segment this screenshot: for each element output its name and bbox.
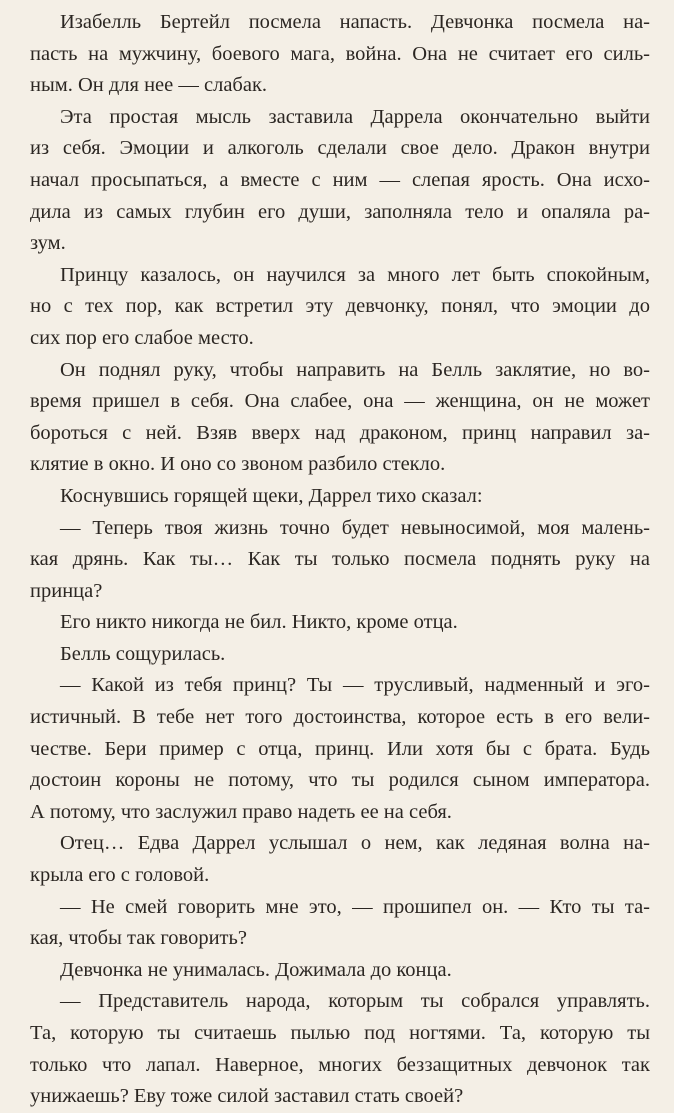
text-line: А потому, что заслужил право надеть ее на себя.: [30, 800, 452, 823]
paragraph: [30, 102, 650, 260]
paragraph: [30, 513, 650, 608]
text-line: Белль сощурилась.: [60, 642, 226, 665]
paragraph: [30, 260, 650, 355]
text-line: Принцу казалось, он научился за много лет быть спокойным,: [60, 263, 650, 286]
text-line: Его никто никогда не бил. Никто, кроме отца.: [60, 611, 458, 634]
paragraph: [30, 639, 650, 671]
text-line: унижаешь? Еву тоже силой заставил стать своей?: [30, 1085, 464, 1108]
text-line: Девчонка не унималась. Дожимала до конца.: [60, 958, 452, 981]
text-line: сих пор его слабое место.: [30, 326, 254, 349]
text-line: честве. Бери пример с отца, принц. Или хотя бы с брата. Будь: [30, 737, 650, 760]
text-line: клятие в окно. И оно со звоном разбило стекло.: [30, 453, 446, 476]
text-line: начал просыпаться, а вместе с ним — слепая ярость. Она исхо-: [30, 168, 650, 191]
paragraph: [30, 955, 650, 987]
text-line: бороться с ней. Взяв вверх над драконом, принц направил за-: [30, 421, 650, 444]
text-line: Отец… Едва Даррел услышал о нем, как ледяная волна на-: [60, 832, 650, 855]
text-line: Он поднял руку, чтобы направить на Белль заклятие, но во-: [60, 358, 650, 381]
text-line: Изабелль Бертейл посмела напасть. Девчонка посмела на-: [60, 11, 650, 33]
paragraph: [30, 481, 650, 513]
paragraph: [30, 355, 650, 481]
text-line: кая дрянь. Как ты… Как ты только посмела поднять руку на: [30, 548, 650, 571]
text-line: достоин короны не потому, что ты родился сыном императора.: [30, 769, 650, 792]
text-line: кая, чтобы так говорить?: [30, 927, 247, 950]
text-line: только что лапал. Наверное, многих беззащитных девчонок так: [30, 1053, 650, 1076]
text-line: принца?: [30, 579, 103, 602]
paragraph: [30, 670, 650, 828]
text-line: — Какой из тебя принц? Ты — трусливый, надменный и эго-: [60, 674, 650, 697]
text-line: из себя. Эмоции и алкоголь сделали свое дело. Дракон внутри: [30, 137, 650, 160]
text-line: Эта простая мысль заставила Даррела окончательно выйти: [60, 105, 650, 128]
text-line: дила из самых глубин его души, заполняла тело и опаляла ра-: [30, 200, 650, 223]
paragraph: [30, 7, 650, 102]
text-line: ным. Он для нее — слабак.: [30, 74, 268, 97]
text-line: зум.: [30, 232, 66, 255]
text-line: Та, которую ты считаешь пылью под ногтями. Та, которую ты: [30, 1022, 650, 1044]
paragraph: [30, 986, 650, 1112]
paragraph: [30, 892, 650, 955]
text-line: пасть на мужчину, боевого мага, война. Она не считает его силь-: [30, 42, 650, 65]
paragraph: [30, 828, 650, 891]
text-line: Коснувшись горящей щеки, Даррел тихо сказал:: [60, 484, 483, 507]
paragraph: [30, 607, 650, 639]
text-line: время пришел в себя. Она слабее, она — женщина, он не может: [30, 390, 650, 413]
text-line: — Не смей говорить мне это, — прошипел он. — Кто ты та-: [60, 895, 650, 918]
text-line: крыла его с головой.: [30, 864, 210, 887]
text-line: — Представитель народа, которым ты собрался управлять.: [60, 990, 650, 1013]
text-line: — Теперь твоя жизнь точно будет невыносимой, моя малень-: [60, 516, 650, 539]
text-line: истичный. В тебе нет того достоинства, которое есть в его вели-: [30, 706, 650, 729]
text-line: но с тех пор, как встретил эту девчонку, понял, что эмоции до: [30, 295, 650, 318]
